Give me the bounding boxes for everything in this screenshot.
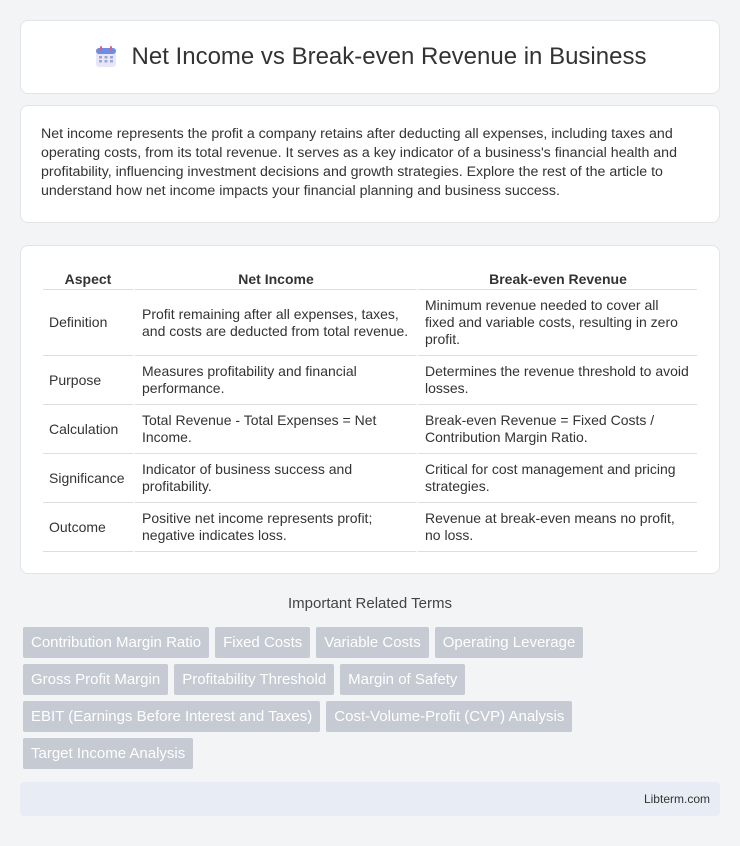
related-term-tag[interactable]: Operating Leverage (435, 627, 584, 658)
related-terms-list (23, 627, 723, 775)
table-header-row (43, 264, 697, 290)
calendar-icon (94, 45, 118, 69)
table-cell: Total Revenue - Total Expenses = Net Income. (133, 405, 416, 454)
table-cell: Significance (43, 454, 133, 503)
related-term-tag[interactable]: Contribution Margin Ratio (23, 627, 209, 658)
tag-row (23, 701, 723, 738)
related-term-tag[interactable]: Gross Profit Margin (23, 664, 168, 695)
table-cell: Outcome (43, 503, 133, 552)
table-cell: Purpose (43, 356, 133, 405)
header-aspect: Aspect (43, 264, 133, 290)
related-term-tag[interactable]: Target Income Analysis (23, 738, 193, 769)
related-term-tag[interactable]: Margin of Safety (340, 664, 465, 695)
table-cell: Determines the revenue threshold to avoid losses. (416, 356, 697, 405)
header-break-even: Break-even Revenue (416, 264, 697, 290)
related-terms-title: Important Related Terms (288, 595, 452, 612)
table-row (43, 503, 697, 552)
table-row (43, 454, 697, 503)
intro-card (20, 105, 720, 223)
intro-text: Net income represents the profit a company retains after deducting all expenses, including taxes and operating costs, from its total revenue. It serves as a key indicator of a business's financial health and profitability, influencing investment decisions and growth strategies. Explore the rest of the article to understand how net income impacts your financial planning and business success. (41, 126, 677, 199)
table-row (43, 290, 697, 356)
related-term-tag[interactable]: Profitability Threshold (174, 664, 334, 695)
related-term-tag[interactable]: Fixed Costs (215, 627, 310, 658)
table-cell: Indicator of business success and profitability. (133, 454, 416, 503)
comparison-table (43, 264, 697, 552)
header-card (20, 20, 720, 94)
footer-link[interactable]: Libterm.com (643, 792, 710, 806)
tag-row (23, 627, 723, 664)
table-cell: Revenue at break-even means no profit, no loss. (416, 503, 697, 552)
tag-row (23, 738, 723, 775)
table-cell: Break-even Revenue = Fixed Costs / Contribution Margin Ratio. (416, 405, 697, 454)
table-cell: Profit remaining after all expenses, taxes, and costs are deducted from total revenue. (133, 290, 416, 356)
related-term-tag[interactable]: Variable Costs (316, 627, 428, 658)
page-title: Net Income vs Break-even Revenue in Business (131, 43, 647, 70)
table-row (43, 405, 697, 454)
table-cell: Definition (43, 290, 133, 356)
footer (20, 782, 720, 816)
comparison-card (20, 245, 720, 574)
tag-row (23, 664, 723, 701)
table-cell: Critical for cost management and pricing strategies. (416, 454, 697, 503)
related-term-tag[interactable]: Cost-Volume-Profit (CVP) Analysis (326, 701, 572, 732)
table-cell: Measures profitability and financial performance. (133, 356, 416, 405)
table-cell: Positive net income represents profit; negative indicates loss. (133, 503, 416, 552)
table-row (43, 356, 697, 405)
table-cell: Minimum revenue needed to cover all fixed and variable costs, resulting in zero profit. (416, 290, 697, 356)
header-net-income: Net Income (133, 264, 416, 290)
related-term-tag[interactable]: EBIT (Earnings Before Interest and Taxes) (23, 701, 320, 732)
table-cell: Calculation (43, 405, 133, 454)
